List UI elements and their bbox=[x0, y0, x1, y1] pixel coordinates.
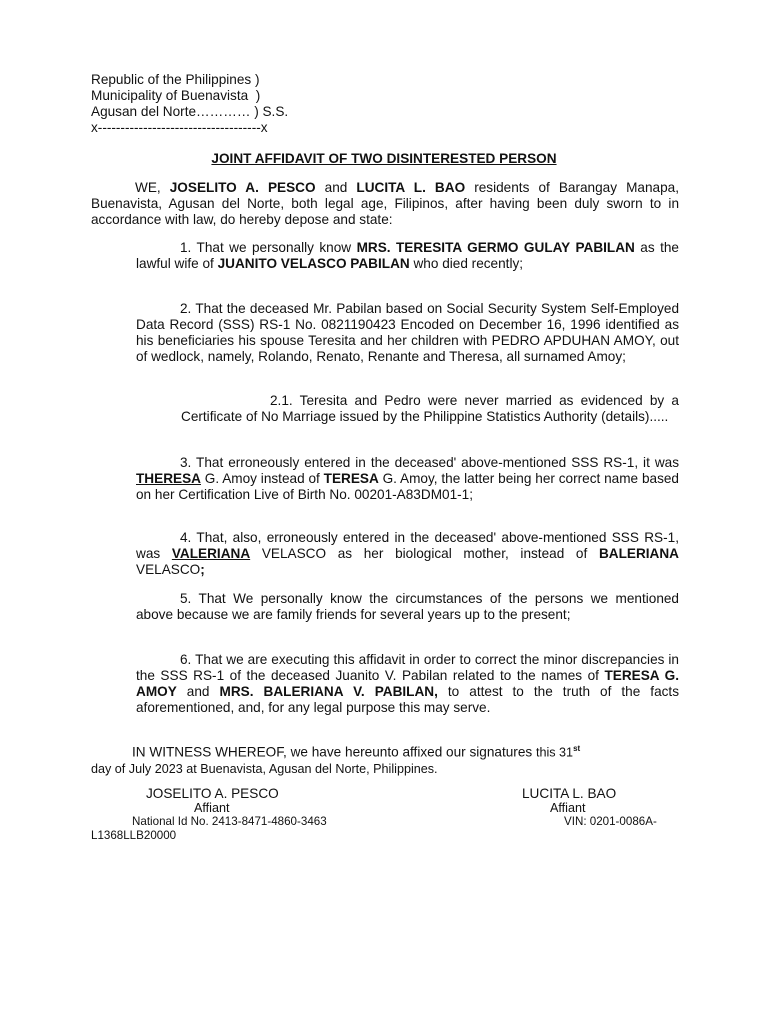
paragraph-5: 5. That We personally know the circumstances of the persons we mentioned above because we are family friends for several years up to the present; bbox=[136, 591, 679, 622]
paragraph-4: 4. That, also, erroneously entered in the deceased' above-mentioned SSS RS-1, was VALERIANA VELASCO as her biological mother, instead of BALERIANA VELASCO; bbox=[136, 530, 680, 577]
paragraph-3: 3. That erroneously entered in the deceased' above-mentioned SSS RS-1, it was THERESA G. Amoy instead of TERESA G. Amoy, the latter being her correct name based on her Certification Live of Birth No. 00201-A83DM01-1; bbox=[136, 455, 679, 502]
affiant1-id: National Id No. 2413-8471-4860-3463 bbox=[132, 815, 327, 828]
intro-paragraph: WE, JOSELITO A. PESCO and LUCITA L. BAO residents of Barangay Manapa, Buenavista, Agusan del Norte, both legal age, Filipinos, after having been duly sworn to in accordance with law, do hereby depose and state: bbox=[91, 180, 680, 227]
affiant1-id-continued: L1368LLB20000 bbox=[91, 829, 177, 842]
venue-line-municipality: Municipality of Buenavista ) bbox=[91, 88, 261, 103]
paragraph-6: 6. That we are executing this affidavit in order to correct the minor discrepancies in the SSS RS-1 of the deceased Juanito V. Pabilan related to the names of TERESA G. AMOY and MRS. BALERIANA V. PABILAN, to attest to the truth of the facts aforementioned, and, for any legal purpose this may serve. bbox=[136, 652, 680, 715]
witness-clause: IN WITNESS WHEREOF, we have hereunto affixed our signatures this 31st day of July 2023 at Buenavista, Agusan del Norte, Philippines. bbox=[91, 744, 581, 776]
document-title: JOINT AFFIDAVIT OF TWO DISINTERESTED PERSON bbox=[211, 151, 557, 166]
venue-line-republic: Republic of the Philippines ) bbox=[91, 72, 260, 87]
venue-divider: x------------------------------------x bbox=[91, 120, 268, 135]
affiant2-name: LUCITA L. BAO bbox=[522, 786, 617, 801]
venue-block bbox=[91, 72, 288, 136]
affiant1-name-bold: JOSELITO A. PESCO bbox=[169, 180, 316, 195]
affiant2-role: Affiant bbox=[550, 801, 586, 815]
affiant2-name-bold: LUCITA L. BAO bbox=[356, 180, 466, 195]
venue-line-province: Agusan del Norte………… ) S.S. bbox=[91, 104, 289, 119]
paragraph-2-1: 2.1. Teresita and Pedro were never married as evidenced by a Certificate of No Marriage issued by the Philippine Statistics Authority (details)..... bbox=[181, 393, 679, 424]
affiant1-role: Affiant bbox=[194, 801, 230, 815]
paragraph-1: 1. That we personally know MRS. TERESITA GERMO GULAY PABILAN as the lawful wife of JUANITO VELASCO PABILAN who died recently; bbox=[136, 240, 679, 271]
affiant2-id: VIN: 0201-0086A- bbox=[564, 815, 657, 828]
affiant1-name: JOSELITO A. PESCO bbox=[146, 786, 279, 801]
paragraph-2: 2. That the deceased Mr. Pabilan based on Social Security System Self-Employed Data Record (SSS) RS-1 No. 0821190423 Encoded on December 16, 1996 identified as his beneficiaries his spouse Teresita and her children with PEDRO APDUHAN AMOY, out of wedlock, namely, Rolando, Renato, Renante and Theresa, all surnamed Amoy; bbox=[136, 301, 679, 364]
